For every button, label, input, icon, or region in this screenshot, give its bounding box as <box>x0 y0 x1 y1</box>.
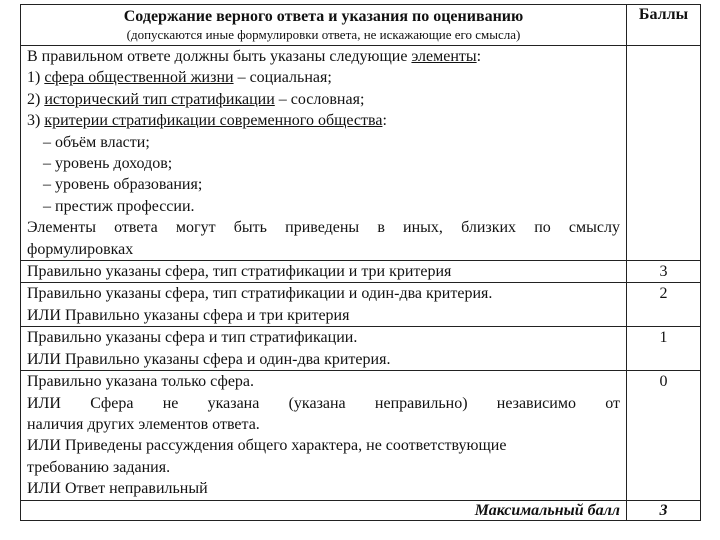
score-criterion-line: ИЛИ Правильно указаны сфера и один-два критерия. <box>27 350 391 368</box>
answer-item-2 <box>27 89 620 110</box>
score-points: 3 <box>627 261 701 283</box>
item-number: 1) <box>27 69 45 87</box>
header-subtitle: (допускаются иные формулировки ответа, не искажающие его смысла) <box>126 27 521 42</box>
intro-colon: : <box>476 48 482 65</box>
score-criteria-cell <box>21 283 627 327</box>
score-criterion-line: ИЛИ Приведены рассуждения общего характера, не соответствующие <box>27 437 507 455</box>
item-number: 2) <box>27 90 45 108</box>
criterion-item: – объём власти; <box>43 133 150 151</box>
criterion-item: – уровень доходов; <box>43 155 173 173</box>
item-underlined: исторический тип стратификации <box>44 90 275 108</box>
score-criteria-cell <box>21 371 627 500</box>
score-criterion-line: ИЛИ Ответ неправильный <box>27 480 208 498</box>
grading-table <box>20 4 701 521</box>
header-score-cell: Баллы <box>627 5 701 46</box>
header-title: Содержание верного ответа и указания по оцениванию <box>123 8 524 25</box>
score-criterion-line: Правильно указаны сфера, тип стратификации и один-два критерия. <box>27 285 493 303</box>
header-row <box>21 5 701 46</box>
max-score-value: 3 <box>627 500 701 520</box>
score-criteria-cell <box>21 327 627 371</box>
score-row-3 <box>21 261 701 283</box>
item-underlined: сфера общественной жизни <box>44 69 234 87</box>
item-number: 3) <box>27 112 45 130</box>
item-text: – социальная; <box>233 69 332 87</box>
max-score-row <box>21 500 701 520</box>
answer-note: формулировках <box>27 240 134 258</box>
answer-intro <box>27 46 620 67</box>
score-criterion-line: Правильно указана только сфера. <box>27 373 255 391</box>
intro-text: В правильном ответе должны быть указаны следующие <box>27 48 412 65</box>
score-criterion-line: Правильно указаны сфера и тип стратификации. <box>27 329 358 347</box>
item-underlined: критерии стратификации современного общества <box>44 112 383 130</box>
score-row-2 <box>21 283 701 327</box>
answer-note: Элементы ответа могут быть приведены в иных, близких по смыслу <box>27 219 620 237</box>
item-text: : <box>382 112 387 130</box>
score-criteria-cell <box>21 261 627 283</box>
score-criterion-line: ИЛИ Сфера не указана (указана неправильно) независимо от <box>27 394 620 412</box>
score-row-0 <box>21 371 701 500</box>
header-content-cell <box>21 5 627 46</box>
criterion-item: – уровень образования; <box>43 176 203 194</box>
score-points: 1 <box>627 327 701 371</box>
answer-item-3 <box>27 110 620 131</box>
score-criterion-line: ИЛИ Правильно указаны сфера и три критерия <box>27 306 350 324</box>
answer-score-cell <box>627 46 701 261</box>
answer-item-1 <box>27 67 620 88</box>
score-points: 0 <box>627 371 701 500</box>
max-score-label: Максимальный балл <box>21 500 627 520</box>
intro-underlined: элементы <box>411 48 477 65</box>
score-criterion-line: Правильно указаны сфера, тип стратификации и три критерия <box>27 263 452 281</box>
item-text: – сословная; <box>274 90 365 108</box>
score-criterion-line: требованию задания. <box>27 458 171 476</box>
score-points: 2 <box>627 283 701 327</box>
answer-content-cell <box>21 46 627 261</box>
answer-row <box>21 46 701 261</box>
criterion-item: – престиж профессии. <box>43 197 195 215</box>
score-row-1 <box>21 327 701 371</box>
score-criterion-line: наличия других элементов ответа. <box>27 415 260 433</box>
